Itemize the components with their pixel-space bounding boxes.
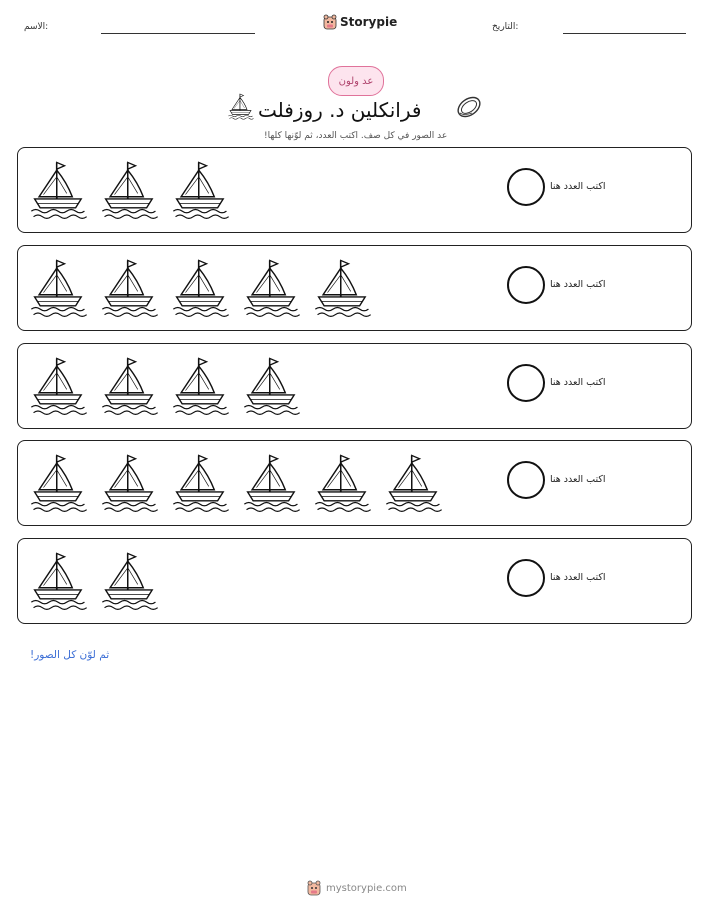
sailboat-icon	[385, 451, 443, 513]
count-row	[17, 147, 692, 233]
sailboat-icon	[101, 354, 159, 416]
write-number-label: اكتب العدد هنا	[550, 377, 606, 388]
footer-instruction: ثم لوّن كل الصور!	[30, 649, 110, 661]
sailboat-icon	[172, 451, 230, 513]
footer-site: mystorypie.com	[326, 882, 407, 894]
write-number-label: اكتب العدد هنا	[550, 572, 606, 583]
write-number-label: اكتب العدد هنا	[550, 181, 606, 192]
activity-badge: عد ولون	[328, 66, 384, 96]
sailboat-icon	[30, 451, 88, 513]
page-title: فرانكلين د. روزفلت	[258, 98, 422, 122]
sailboat-icon	[314, 451, 372, 513]
boat-group	[30, 549, 159, 611]
storypie-logo-icon	[323, 14, 337, 30]
name-label: الاسم:	[24, 22, 49, 32]
answer-circle[interactable]	[507, 364, 545, 402]
boat-group	[30, 158, 230, 220]
answer-circle[interactable]	[507, 559, 545, 597]
sailboat-icon	[101, 158, 159, 220]
sailboat-icon	[226, 92, 256, 120]
storypie-logo-icon	[307, 880, 321, 896]
footer	[307, 880, 407, 896]
count-row	[17, 538, 692, 624]
boat-group	[30, 451, 443, 513]
sailboat-icon	[30, 549, 88, 611]
sailboat-icon	[30, 354, 88, 416]
sailboat-icon	[30, 158, 88, 220]
sailboat-icon	[172, 354, 230, 416]
count-row	[17, 343, 692, 429]
sailboat-icon	[101, 256, 159, 318]
count-row	[17, 245, 692, 331]
date-line[interactable]	[563, 33, 686, 34]
sailboat-icon	[101, 549, 159, 611]
boat-group	[30, 354, 301, 416]
brand-logo	[323, 14, 397, 30]
sailboat-icon	[101, 451, 159, 513]
sailboat-icon	[314, 256, 372, 318]
write-number-label: اكتب العدد هنا	[550, 279, 606, 290]
brand-name: Storypie	[340, 15, 398, 29]
sailboat-icon	[30, 256, 88, 318]
sailboat-icon	[243, 354, 301, 416]
sailboat-icon	[243, 451, 301, 513]
name-line[interactable]	[101, 33, 255, 34]
answer-circle[interactable]	[507, 266, 545, 304]
ring-icon	[454, 94, 484, 120]
count-row	[17, 440, 692, 526]
boat-group	[30, 256, 372, 318]
write-number-label: اكتب العدد هنا	[550, 474, 606, 485]
date-label: التاريخ:	[492, 22, 519, 32]
instructions: عد الصور في كل صف. اكتب العدد، ثم لوّنها كلها!	[264, 131, 448, 141]
answer-circle[interactable]	[507, 168, 545, 206]
sailboat-icon	[172, 256, 230, 318]
sailboat-icon	[243, 256, 301, 318]
sailboat-icon	[172, 158, 230, 220]
answer-circle[interactable]	[507, 461, 545, 499]
